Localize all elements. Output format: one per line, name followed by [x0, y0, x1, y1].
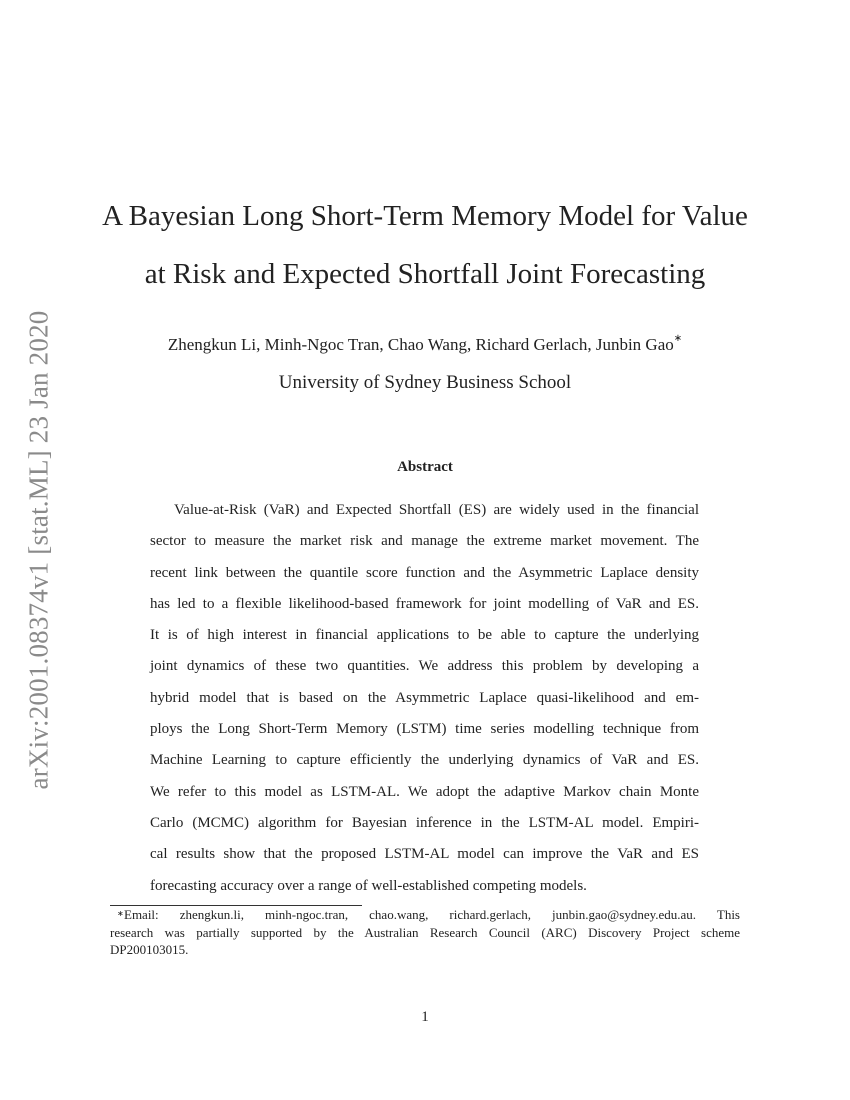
page-number: 1	[421, 1009, 429, 1025]
abstract-line: cal results show that the proposed LSTM-AL model can improve the VaR and ES	[150, 846, 699, 863]
paper-title-line-2: at Risk and Expected Shortfall Joint Forecasting	[144, 258, 706, 290]
abstract-line: We refer to this model as LSTM-AL. We adopt the adaptive Markov chain Monte	[150, 783, 699, 800]
footnote-line: research was partially supported by the Australian Research Council (ARC) Discovery Project scheme	[110, 924, 740, 940]
abstract-line: Machine Learning to capture efficiently the underlying dynamics of VaR and ES.	[150, 752, 699, 769]
abstract-heading: Abstract	[397, 459, 453, 475]
abstract-line: sector to measure the market risk and manage the extreme market movement. The	[150, 533, 699, 550]
author-list	[80, 335, 770, 355]
abstract-line: ploys the Long Short-Term Memory (LSTM) time series modelling technique from	[150, 721, 699, 738]
affiliation: University of Sydney Business School	[278, 372, 572, 393]
abstract-line: It is of high interest in financial applications to be able to capture the underlying	[150, 627, 699, 644]
abstract-line: Value-at-Risk (VaR) and Expected Shortfall (ES) are widely used in the financial	[174, 502, 699, 518]
abstract-line: Carlo (MCMC) algorithm for Bayesian inference in the LSTM-AL model. Empiri-	[150, 814, 699, 831]
footnote-line	[110, 906, 740, 924]
footnote	[110, 906, 740, 959]
footnote-line: DP200103015.	[110, 942, 189, 957]
footnote-line-1-text: Email: zhengkun.li, minh-ngoc.tran, chao.wang, richard.gerlach, junbin.gao@sydney.edu.au. This	[124, 907, 740, 922]
abstract-body	[150, 499, 699, 906]
author-names: Zhengkun Li, Minh-Ngoc Tran, Chao Wang, Richard Gerlach, Junbin Gao	[167, 335, 674, 354]
author-footnote-mark: ∗	[673, 333, 683, 344]
abstract-line: forecasting accuracy over a range of well-established competing models.	[150, 877, 587, 894]
arxiv-stamp: arXiv:2001.08374v1 [stat.ML] 23 Jan 2020	[23, 310, 54, 790]
footnote-mark: ∗	[117, 909, 124, 918]
abstract-line: has led to a flexible likelihood-based framework for joint modelling of VaR and ES.	[150, 595, 699, 612]
abstract-line: recent link between the quantile score function and the Asymmetric Laplace density	[150, 564, 699, 581]
abstract-line: joint dynamics of these two quantities. We address this problem by developing a	[150, 658, 699, 675]
paper-title-line-1: A Bayesian Long Short-Term Memory Model for Value	[102, 200, 748, 232]
abstract-line: hybrid model that is based on the Asymmetric Laplace quasi-likelihood and em-	[150, 689, 699, 706]
